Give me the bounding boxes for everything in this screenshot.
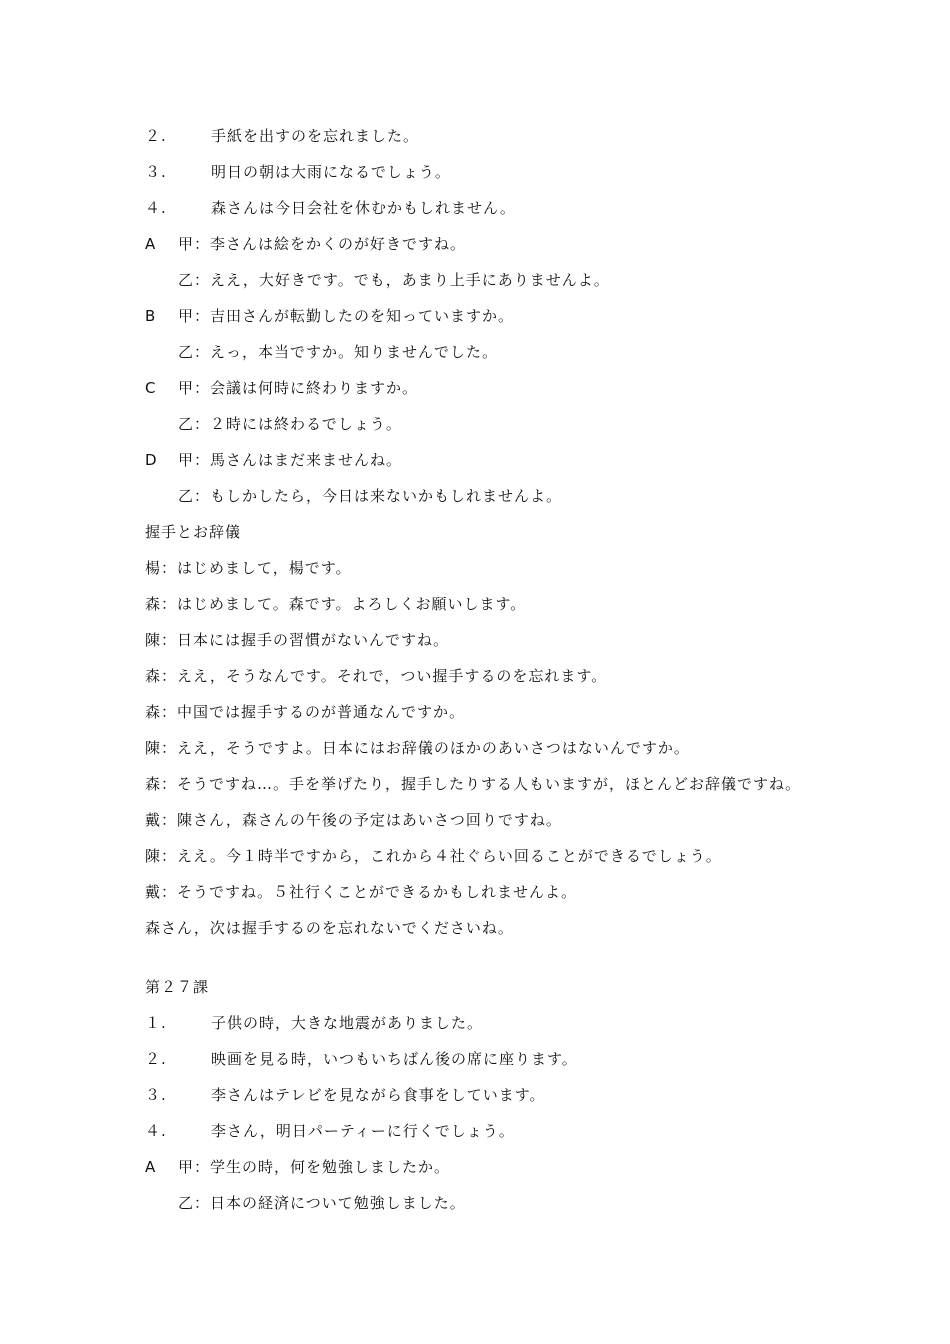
sentence-number: １. [145,1014,167,1032]
sentence-2 [145,1046,578,1072]
lesson-title: 第２７課 [145,978,210,996]
sentence-number: ２. [145,127,167,145]
dialogue-tag: C [145,379,157,397]
dialogue-b-line-2: 乙：えっ，本当ですか。知りませんでした。 [178,343,499,361]
dialogue-a-line-2: 乙：日本の経済について勉強しました。 [178,1194,466,1212]
conversation-line: 森：中国では握手するのが普通なんですか。 [145,703,466,721]
conversation-line: 陳：日本には握手の習慣がないんですね。 [145,631,450,649]
dialogue-d-line-2: 乙：もしかしたら，今日は来ないかもしれませんよ。 [178,487,563,505]
conversation-line: 森さん，次は握手するのを忘れないでくださいね。 [145,919,514,937]
sentence-text: 明日の朝は大雨になるでしょう。 [211,163,451,181]
dialogue-c-line-1 [145,375,418,401]
sentence-number: ４. [145,199,167,217]
conversation-title: 握手とお辞儀 [145,523,242,541]
dialogue-c-line-2: 乙：２時には終わるでしょう。 [178,415,402,433]
sentence-number: ３. [145,163,167,181]
sentence-4 [145,1118,515,1144]
dialogue-tag: A [145,1158,157,1176]
dialogue-tag: D [145,451,158,469]
conversation-line: 森：そうですね…。手を挙げたり，握手したりする人もいますが，ほとんどお辞儀ですね。 [145,775,802,793]
dialogue-b-line-1 [145,303,514,329]
conversation-line: 楊：はじめまして，楊です。 [145,559,352,577]
dialogue-text: 甲：馬さんはまだ来ませんね。 [178,451,403,469]
sentence-number: ３. [145,1086,167,1104]
dialogue-a-line-1 [145,231,466,257]
sentence-text: 子供の時，大きな地震がありました。 [211,1014,484,1032]
dialogue-tag: B [145,307,157,325]
sentence-3 [145,1082,546,1108]
sentence-3 [145,159,451,185]
sentence-number: ２. [145,1050,167,1068]
sentence-text: 李さん，明日パーティーに行くでしょう。 [211,1122,515,1140]
conversation-line: 戴：そうですね。５社行くことができるかもしれませんよ。 [145,883,578,901]
dialogue-text: 甲：吉田さんが転勤したのを知っていますか。 [178,307,515,325]
conversation-line: 森：ええ，そうなんです。それで，つい握手するのを忘れます。 [145,667,608,685]
dialogue-tag: A [145,235,157,253]
sentence-text: 映画を見る時，いつもいちばん後の席に座ります。 [211,1050,578,1068]
dialogue-a-line-1 [145,1154,450,1180]
conversation-line: 陳：ええ，そうですよ。日本にはお辞儀のほかのあいさつはないんですか。 [145,739,690,757]
sentence-text: 手紙を出すのを忘れました。 [211,127,420,145]
dialogue-text: 甲：会議は何時に終わりますか。 [178,379,419,397]
conversation-line: 陳：ええ。今１時半ですから，これから４社ぐらい回ることができるでしょう。 [145,847,722,865]
dialogue-text: 甲：学生の時，何を勉強しましたか。 [178,1158,451,1176]
dialogue-a-line-2: 乙：ええ，大好きです。でも，あまり上手にありませんよ。 [178,271,610,289]
sentence-number: ４. [145,1122,167,1140]
conversation-line: 森：はじめまして。森です。よろしくお願いします。 [145,595,527,613]
dialogue-d-line-1 [145,447,402,473]
dialogue-text: 甲：李さんは絵をかくのが好きですね。 [178,235,467,253]
sentence-2 [145,123,419,149]
sentence-text: 森さんは今日会社を休むかもしれません。 [211,199,516,217]
sentence-4 [145,195,516,221]
conversation-line: 戴：陳さん，森さんの午後の予定はあいさつ回りですね。 [145,811,562,829]
sentence-text: 李さんはテレビを見ながら食事をしています。 [211,1086,546,1104]
sentence-1 [145,1010,483,1036]
